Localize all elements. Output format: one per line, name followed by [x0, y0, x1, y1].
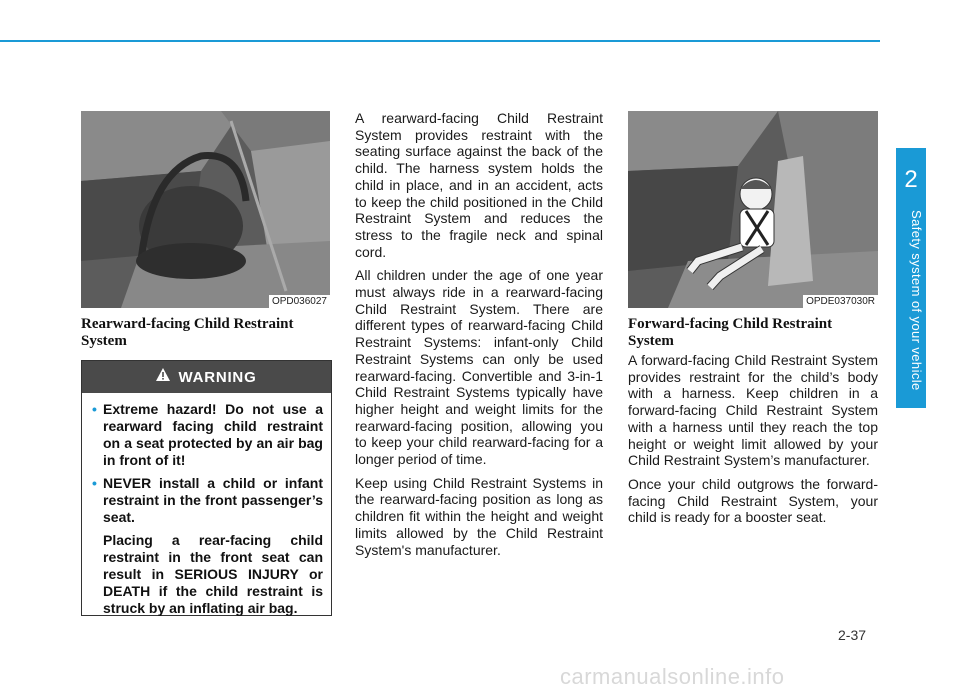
warning-box [81, 360, 332, 616]
paragraph: All children under the age of one year must always ride in a rearward-facing Child Restraint System. There are different types of rearward-facing Child Restraint Systems: infant-only Child Restraint Systems can only be used rearward-facing. Convertible and 3-in-1 Child Restraint Systems typically have higher height and weight limits for the rearward-facing position, allowing you to keep your child rearward-facing for a longer period of time. [355, 267, 603, 468]
heading-forward: Forward-facing Child Restraint System [628, 316, 833, 349]
section-label: Safety system of your vehicle [909, 210, 924, 391]
heading-rearward: Rearward-facing Child Restraint System [81, 316, 294, 349]
paragraph: A forward-facing Child Restraint System provides restraint for the child’s body with a harness. Keep children in a forward-facing Child Restraint System with a harness until they reach the top height or weight limit allowed by your Child Restraint System’s manufacturer. [628, 352, 878, 469]
page-number: 2-37 [838, 627, 867, 643]
section-number: 2 [904, 166, 918, 193]
section-tab [896, 148, 926, 408]
forward-facing-seat-photo [628, 111, 878, 308]
bullet-icon: • [92, 401, 97, 417]
image-code: OPDE037030R [803, 295, 878, 308]
warning-item [92, 401, 323, 469]
footer-watermark: carmanualsonline.info [560, 664, 785, 689]
image-code: OPD036027 [269, 295, 330, 308]
warning-item-text: Extreme hazard! Do not use a rearward facing child restraint on a seat protected by an air bag in front of it! [103, 401, 323, 468]
warning-triangle-icon [156, 368, 170, 386]
bullet-icon: • [92, 475, 97, 491]
warning-header [82, 361, 331, 393]
warning-note: Placing a rear-facing child restraint in the front seat can result in SERIOUS INJURY or DEATH if the child restraint is struck by an inflating air bag. [103, 532, 323, 616]
right-column [628, 352, 878, 533]
paragraph: Once your child outgrows the forward-facing Child Restraint System, your child is ready for a booster seat. [628, 475, 878, 526]
paragraph: Keep using Child Restraint Systems in the rearward-facing position as long as children fit within the height and weight limits allowed by the Child Restraint System's manufacturer. [355, 474, 603, 558]
rear-facing-seat-photo [81, 111, 330, 308]
warning-item [92, 475, 323, 526]
paragraph: A rearward-facing Child Restraint System provides restraint with the seating surface against the back of the child. The harness system holds the child in place, and in an accident, acts to keep the child positioned in the Child Restraint System and reduces the stress to the fragile neck and spinal cord. [355, 110, 603, 260]
middle-column [355, 110, 603, 565]
header-rule [0, 40, 880, 42]
warning-title: WARNING [178, 368, 257, 386]
warning-item-text: NEVER install a child or infant restraint in the front passenger’s seat. [103, 475, 323, 525]
